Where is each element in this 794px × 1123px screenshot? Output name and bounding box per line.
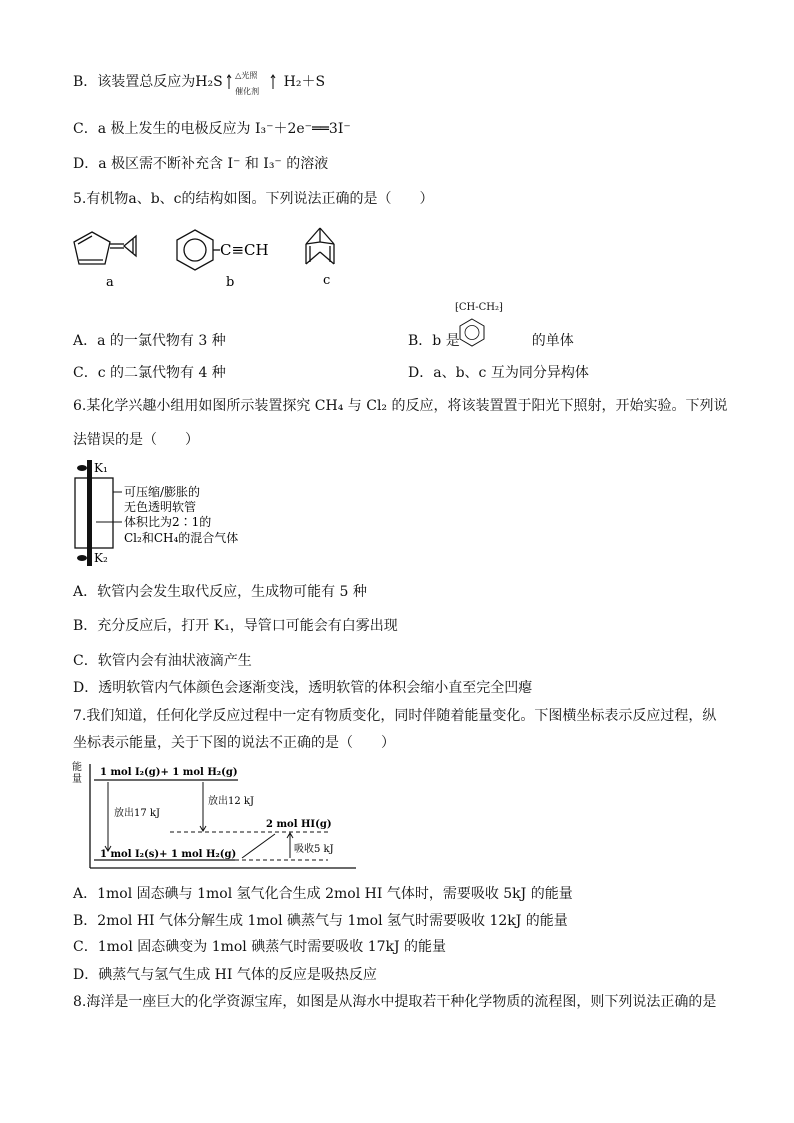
q6-apparatus-figure: [70, 458, 270, 570]
q5-option-a: A．a 的一氯代物有 3 种: [73, 333, 226, 349]
k1-label: K₁: [94, 461, 108, 475]
q7-stem-line1: 7.我们知道，任何化学反应过程中一定有物质变化，同时伴随着能量变化。下图横坐标表示反应过程，纵: [73, 708, 717, 724]
q7-option-c: C．1mol 固态碘变为 1mol 碘蒸气时需要吸收 17kJ 的能量: [73, 939, 447, 955]
q7-energy-diagram: [70, 758, 360, 874]
q7-option-d: D．碘蒸气与氢气生成 HI 气体的反应是吸热反应: [73, 967, 377, 983]
q5-structures-figure: [70, 222, 370, 294]
structure-c-icon: [306, 228, 334, 264]
q7-option-a: A．1mol 固态碘与 1mol 氢气化合生成 2mol HI 气体时，需要吸收 5kJ 的能量: [73, 886, 573, 902]
level-bottom-label: 1 mol I₂(s)+ 1 mol H₂(g): [100, 849, 237, 860]
release-12-label: 放出12 kJ: [208, 796, 254, 807]
q5-option-b: [408, 331, 574, 351]
structure-a-icon: [74, 232, 136, 264]
q5-option-c: C．c 的二氯代物有 4 种: [73, 365, 226, 381]
q6-option-d: D．透明软管内气体颜色会逐渐变浅，透明软管的体积会缩小直至完全凹瘪: [73, 680, 533, 696]
q4-option-b-prefix: B．该装置总反应为: [73, 74, 196, 90]
q5-option-b-prefix: B．b 是: [408, 333, 460, 349]
q4-option-c: C．a 极上发生的电极反应为 I₃⁻＋2e⁻══3I⁻: [73, 121, 351, 137]
k2-label: K₂: [94, 551, 108, 565]
q4-option-d: D．a 极区需不断补充含 I⁻ 和 I₃⁻ 的溶液: [73, 156, 329, 172]
label-b-group: C≡CH: [220, 241, 269, 259]
y-axis-label-2: 量: [72, 774, 82, 785]
hose-label-line2: 无色透明软管: [124, 500, 197, 514]
q6-option-c: C．软管内会有油状液滴产生: [73, 653, 252, 669]
gas-label-line2: Cl₂和CH₄的混合气体: [124, 531, 239, 545]
reversible-arrow-icon: [227, 72, 279, 92]
q5-option-d: D．a、b、c 互为同分异构体: [408, 365, 589, 381]
hose-label-line1: 可压缩/膨胀的: [124, 485, 201, 499]
q7-stem-line2: 坐标表示能量，关于下图的说法不正确的是（ ）: [73, 735, 395, 751]
q6-stem-line1: 6.某化学兴趣小组用如图所示装置探究 CH₄ 与 Cl₂ 的反应，将该装置置于阳光下照射，开始实验。下列说: [73, 398, 728, 414]
release-17-label: 放出17 kJ: [114, 808, 160, 819]
polymer-formula: ⁅CH-CH₂⁆: [455, 302, 503, 313]
reaction-condition: [227, 71, 279, 96]
q8-stem: 8.海洋是一座巨大的化学资源宝库，如图是从海水中提取若干种化学物质的流程图，则下列说法正确的是: [73, 994, 717, 1010]
q6-stem-line2: 法错误的是（ ）: [73, 432, 199, 448]
q6-option-b: B．充分反应后，打开 K₁，导管口可能会有白雾出现: [73, 618, 398, 634]
q4-option-b: [73, 71, 326, 96]
level-mid-label: 2 mol HI(g): [266, 819, 332, 830]
label-a: a: [106, 275, 114, 290]
level-top-label: 1 mol I₂(g)+ 1 mol H₂(g): [100, 767, 238, 778]
q5-option-b-suffix: 的单体: [531, 333, 574, 349]
q7-option-b: B．2mol HI 气体分解生成 1mol 碘蒸气与 1mol 氢气时需要吸收 12kJ 的能量: [73, 913, 568, 929]
q6-option-a: A．软管内会发生取代反应，生成物可能有 5 种: [73, 584, 367, 600]
y-axis-label-1: 能: [72, 762, 82, 773]
gas-label-line1: 体积比为2∶1的: [124, 515, 212, 529]
q5-stem: 5.有机物a、b、c的结构如图。下列说法正确的是（ ）: [73, 191, 434, 207]
q4-option-b-lhs: H₂S: [195, 74, 223, 90]
label-c: c: [323, 273, 331, 288]
condition-bottom: 催化剂: [235, 87, 260, 96]
condition-top: △光照: [235, 71, 258, 80]
q4-option-b-rhs: H₂＋S: [283, 74, 326, 90]
label-b: b: [226, 275, 235, 290]
absorb-5-label: 吸收5 kJ: [294, 844, 334, 855]
structure-b-icon: [177, 230, 220, 270]
